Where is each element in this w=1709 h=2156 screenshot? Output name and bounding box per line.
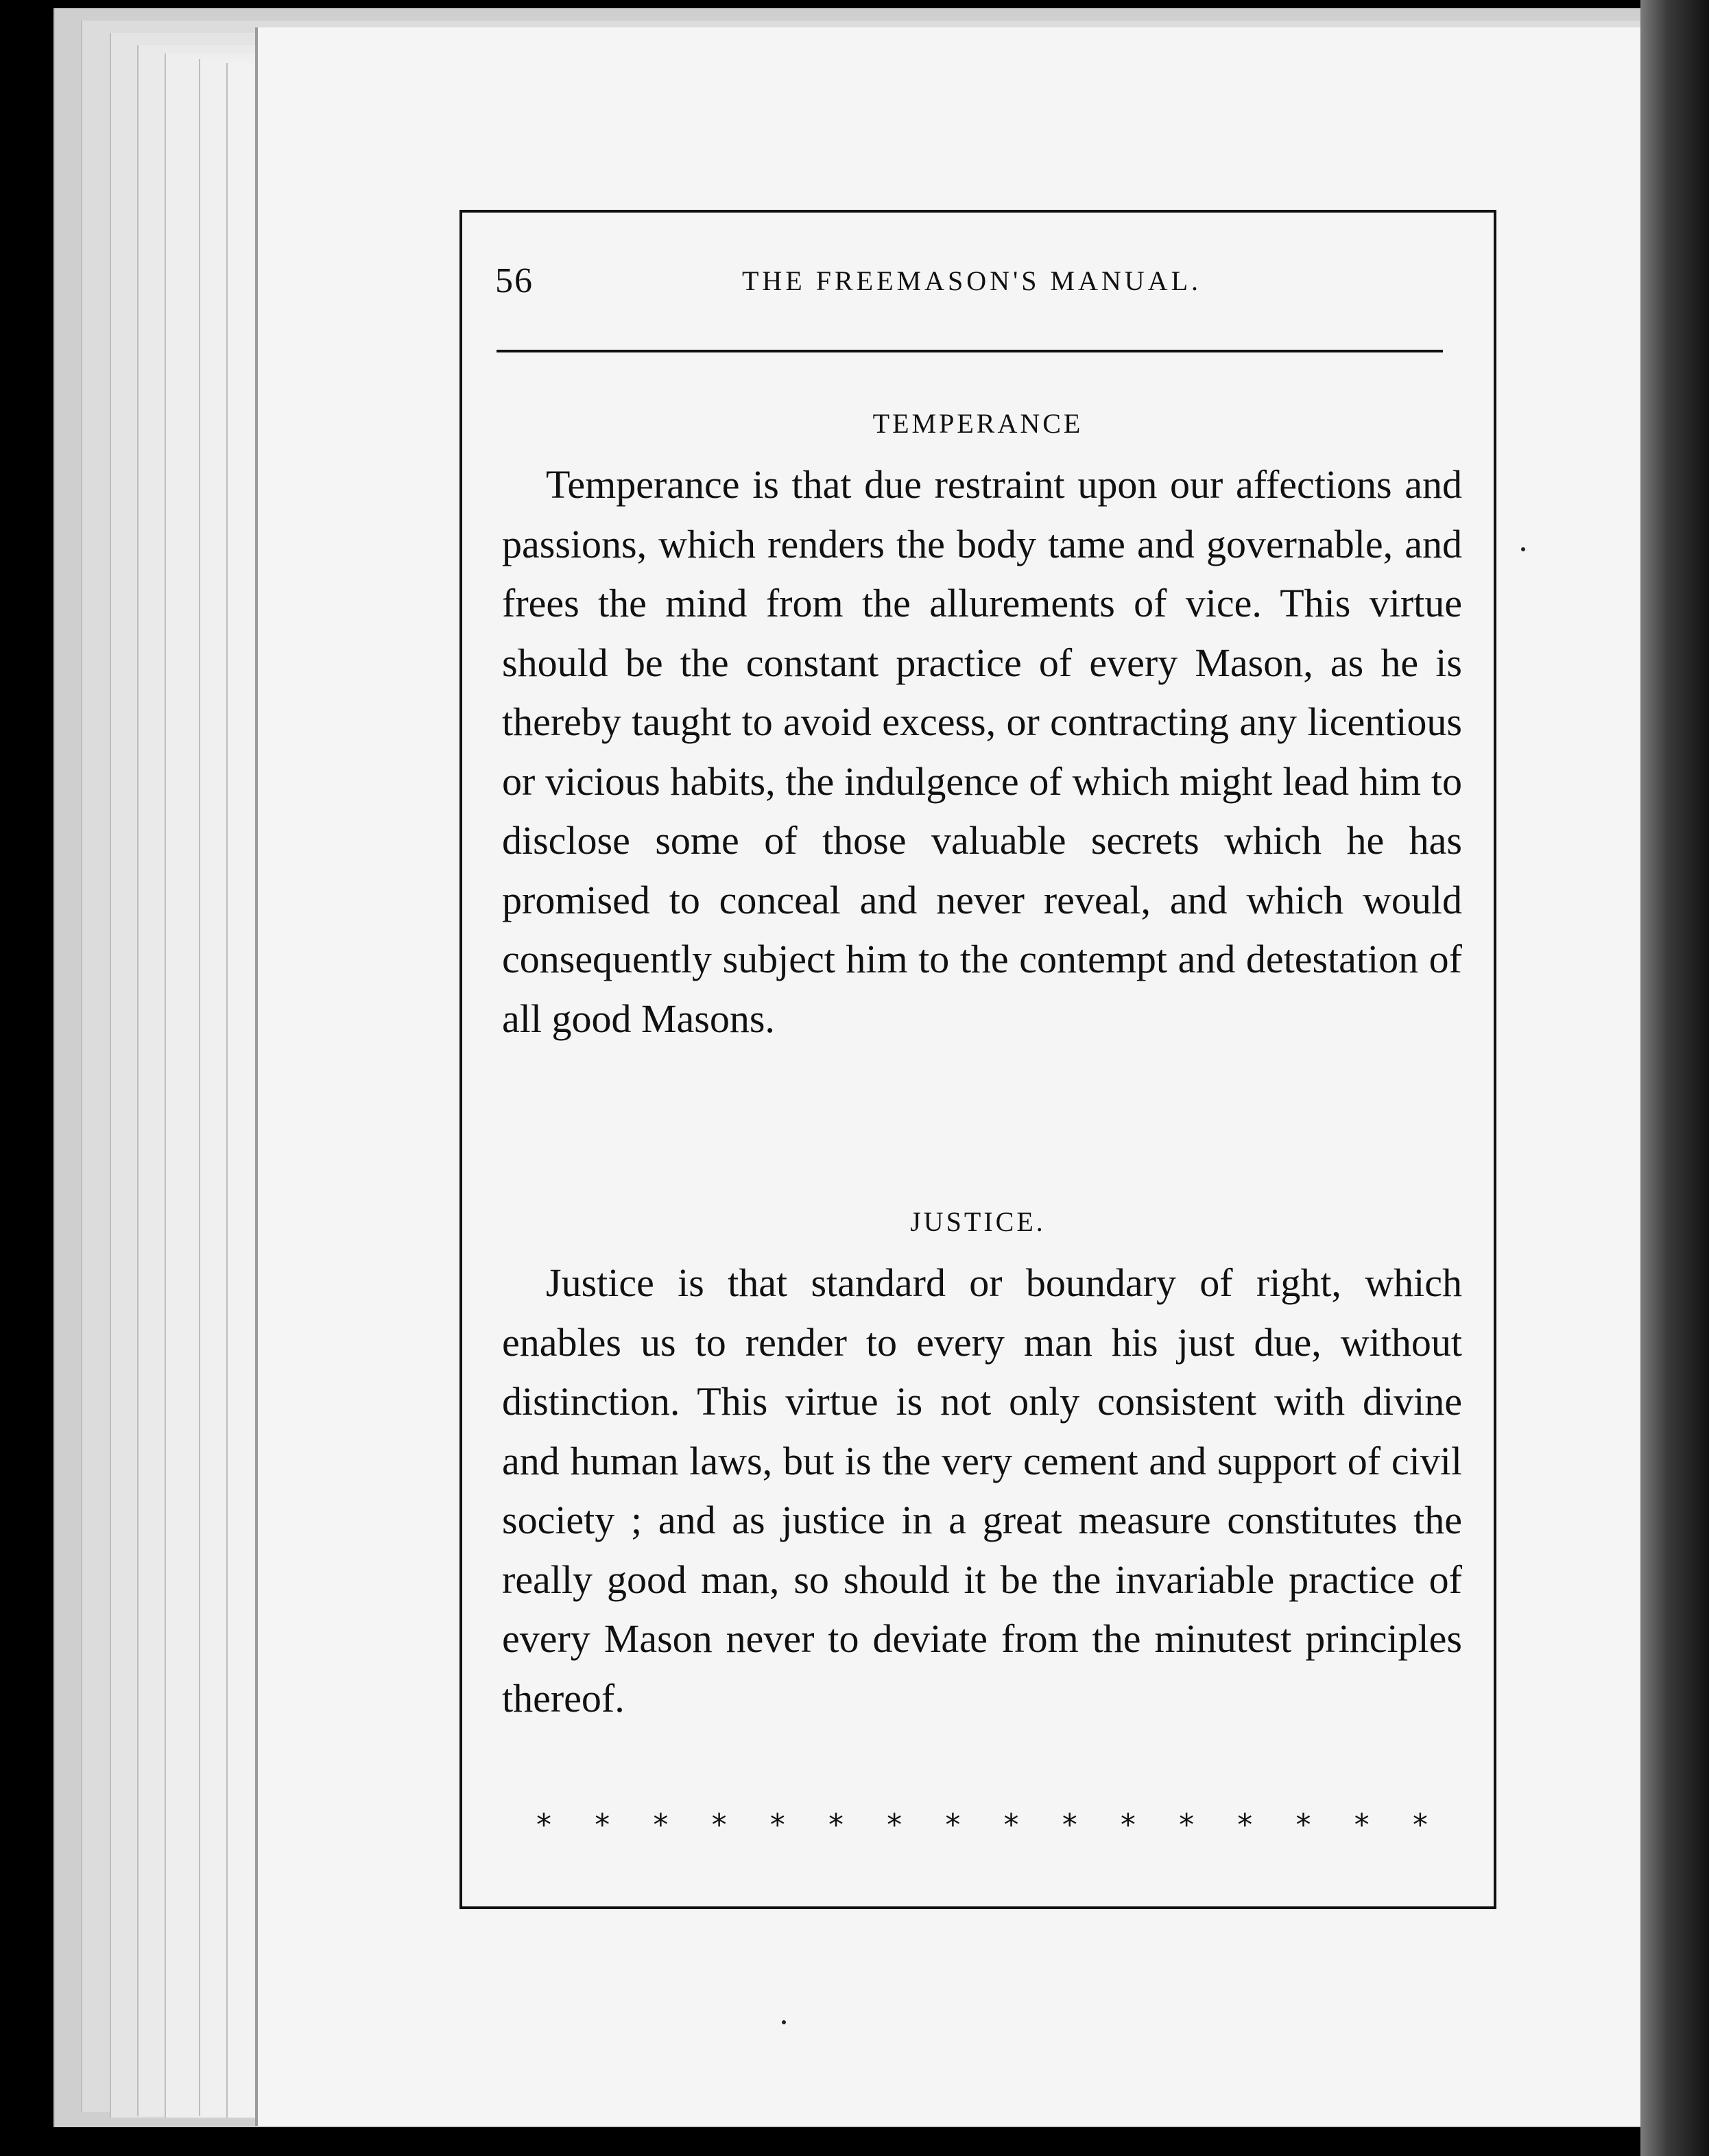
page-number: 56 [495,261,534,300]
star-ornament: * [828,1808,844,1843]
header-rule [497,350,1443,352]
star-ornament: * [887,1808,903,1843]
star-ornament: * [1412,1808,1428,1843]
star-ornament: * [1295,1808,1311,1843]
section-body-temperance: Temperance is that due restraint upon our affections and passions, which renders the body tame and governable, and frees the mind from the allurements of vice. This virtue should be the constant practice of every Mason, as he is thereby taught to avoid excess, or contracting any licentious or vicious habits, the indulgence of which might lead him to disclose some of those valuable secrets which he has promised to conceal and never reveal, and which would consequently subject him to the contempt and detestation of all good Masons. [502,462,1462,1041]
star-ornament: * [595,1808,610,1843]
star-ornament: * [1179,1808,1195,1843]
running-title: THE FREEMASON'S MANUAL. [741,265,1202,296]
text-frame [459,210,1496,1909]
section-heading-temperance: TEMPERANCE [872,408,1084,439]
star-ornament: * [769,1808,785,1843]
margin-mark [1521,547,1525,551]
star-ornament: * [1237,1808,1253,1843]
margin-mark [782,2020,786,2024]
star-ornament: * [536,1808,551,1843]
star-ornament: * [1062,1808,1077,1843]
star-ornament-row [536,1808,1428,1843]
section-body-justice: Justice is that standard or boundary of right, which enables us to render to every man his just due, without distinction. This virtue is not only consistent with divine and human laws, but is the very cement and support of civil society ; and as justice in a great measure constitutes the really good man, so should it be the invariable practice of every Mason never to deviate from the minutest principles thereof. [502,1260,1462,1721]
running-head [495,261,1448,309]
star-ornament: * [1003,1808,1019,1843]
binding-gutter [1640,0,1709,2156]
section-heading-justice: JUSTICE. [910,1206,1046,1237]
star-ornament: * [1120,1808,1136,1843]
star-ornament: * [945,1808,961,1843]
star-ornament: * [711,1808,727,1843]
star-ornament: * [1354,1808,1370,1843]
star-ornament: * [653,1808,669,1843]
